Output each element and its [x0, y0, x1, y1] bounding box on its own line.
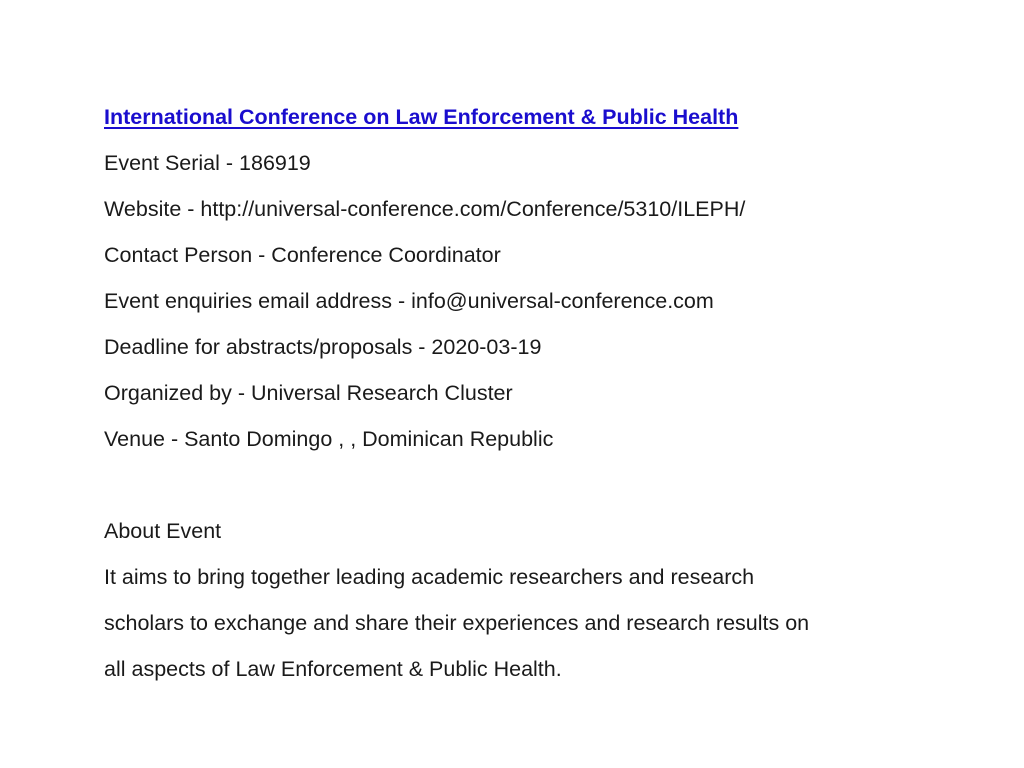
event-enquiries-email: Event enquiries email address - info@universal-conference.com [104, 289, 714, 313]
event-venue: Venue - Santo Domingo , , Dominican Republic [104, 427, 554, 451]
event-organizer: Organized by - Universal Research Cluster [104, 381, 513, 405]
event-abstract-deadline: Deadline for abstracts/proposals - 2020-03-19 [104, 335, 542, 359]
about-event-heading: About Event [104, 519, 222, 543]
event-website: Website - http://universal-conference.com/Conference/5310/ILEPH/ [104, 197, 746, 221]
about-event-text-line: It aims to bring together leading academic researchers and research [104, 565, 755, 589]
event-serial: Event Serial - 186919 [104, 151, 311, 175]
about-event-text-line: scholars to exchange and share their experiences and research results on [104, 611, 810, 635]
event-title-link[interactable]: International Conference on Law Enforcement & Public Health [104, 105, 739, 129]
about-event-text-line: all aspects of Law Enforcement & Public Health. [104, 657, 562, 681]
event-contact-person: Contact Person - Conference Coordinator [104, 243, 501, 267]
event-title-row [104, 98, 984, 144]
section-spacer [104, 466, 984, 512]
event-details [104, 98, 984, 696]
